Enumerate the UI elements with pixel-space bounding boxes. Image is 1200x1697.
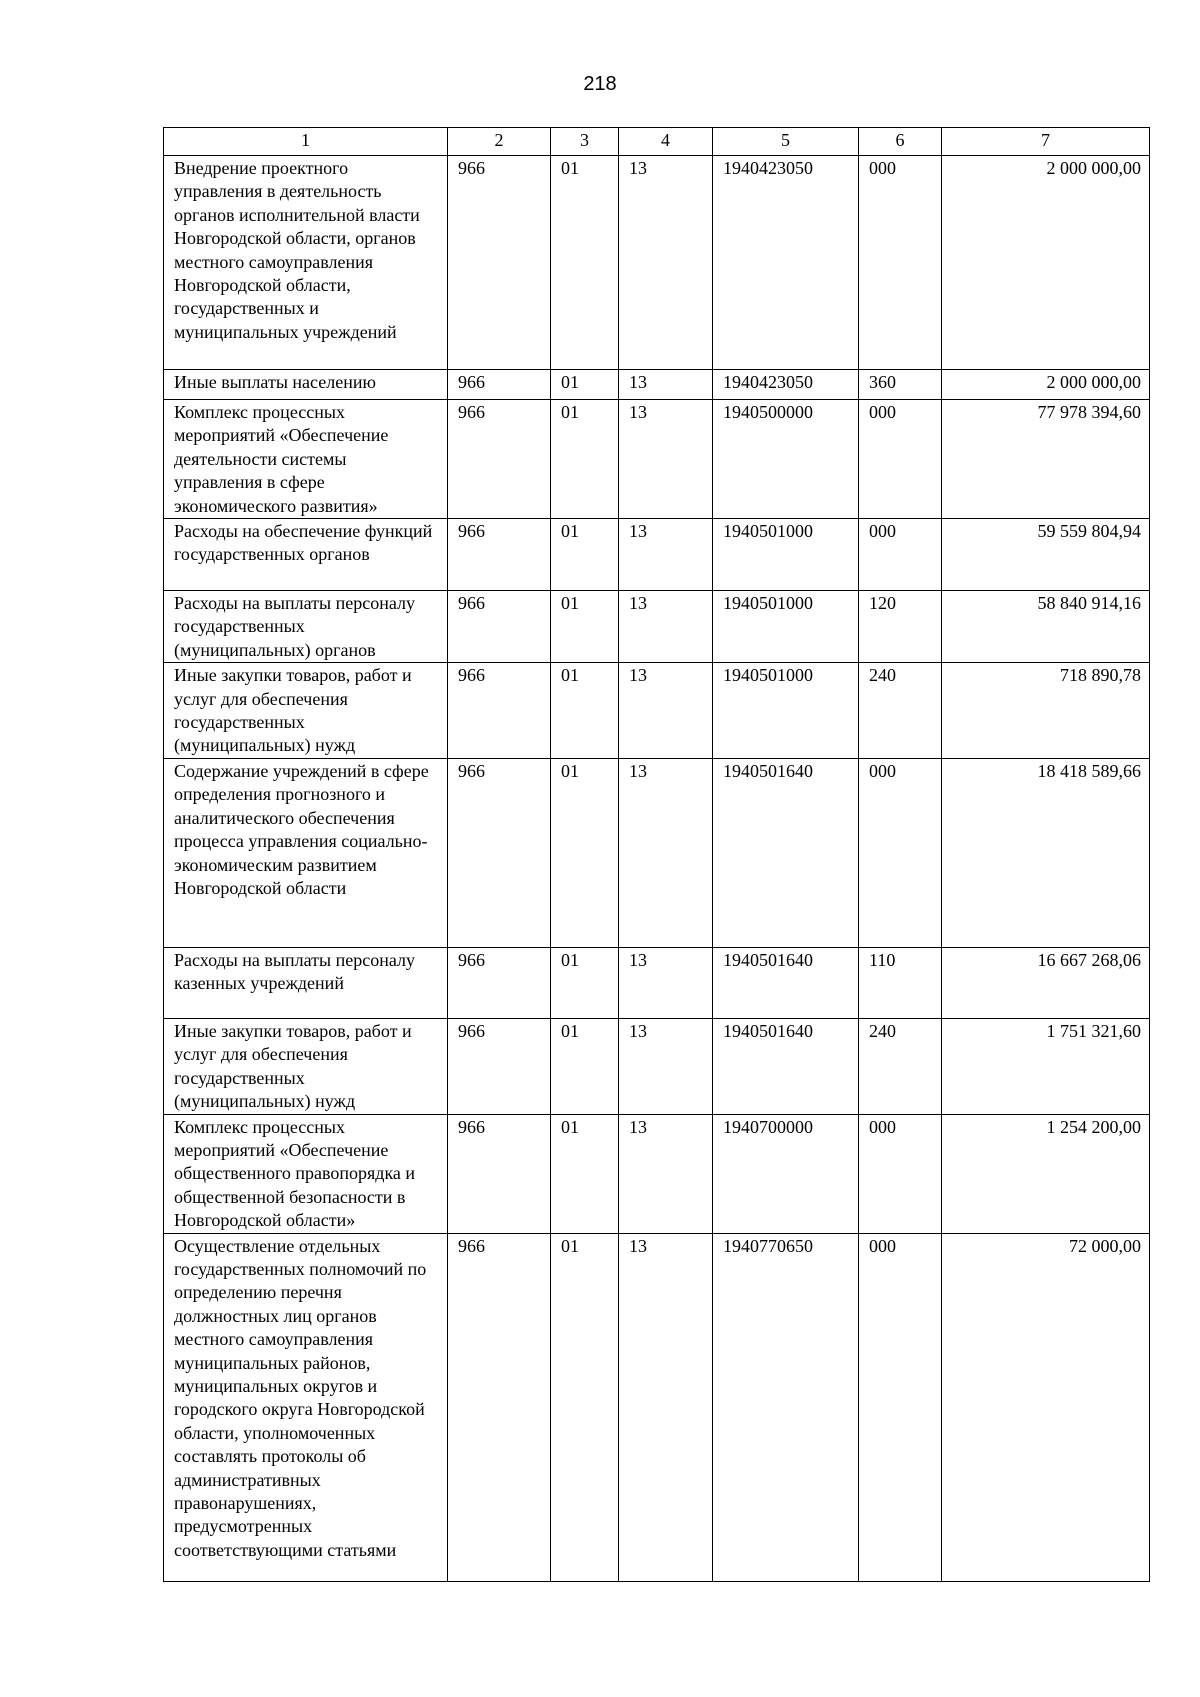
row-sum: 72 000,00 xyxy=(942,1233,1150,1581)
row-pr: 13 xyxy=(619,591,713,663)
row-csr: 1940423050 xyxy=(713,156,859,370)
row-sum: 2 000 000,00 xyxy=(942,370,1150,400)
row-name: Иные закупки товаров, работ и услуг для обеспечения государственных (муниципальных) нужд xyxy=(164,663,448,759)
row-name: Иные закупки товаров, работ и услуг для обеспечения государственных (муниципальных) нужд xyxy=(164,1018,448,1114)
row-pr: 13 xyxy=(619,947,713,1018)
row-rz: 01 xyxy=(551,519,619,591)
table-row xyxy=(164,663,1150,759)
row-ved: 966 xyxy=(448,947,551,1018)
row-pr: 13 xyxy=(619,156,713,370)
row-rz: 01 xyxy=(551,370,619,400)
row-name: Комплекс процессных мероприятий «Обеспечение общественного правопорядка и общественной безопасности в Новгородской области» xyxy=(164,1114,448,1233)
row-vr: 240 xyxy=(859,663,942,759)
row-sum: 1 751 321,60 xyxy=(942,1018,1150,1114)
row-sum: 77 978 394,60 xyxy=(942,400,1150,519)
row-name: Иные выплаты населению xyxy=(164,370,448,400)
row-sum: 2 000 000,00 xyxy=(942,156,1150,370)
row-pr: 13 xyxy=(619,1018,713,1114)
header-col-3: 3 xyxy=(551,128,619,156)
table-row xyxy=(164,1114,1150,1233)
row-rz: 01 xyxy=(551,1233,619,1581)
row-vr: 000 xyxy=(859,400,942,519)
table-row xyxy=(164,947,1150,1018)
row-ved: 966 xyxy=(448,156,551,370)
page-number: 218 xyxy=(583,73,617,95)
row-vr: 000 xyxy=(859,1114,942,1233)
row-name: Внедрение проектного управления в деятельность органов исполнительной власти Новгородской области, органов местного самоуправления Новгородской области, государственных и муниципальных учреждений xyxy=(164,156,448,370)
row-ved: 966 xyxy=(448,400,551,519)
row-csr: 1940501640 xyxy=(713,947,859,1018)
row-pr: 13 xyxy=(619,758,713,947)
row-sum: 59 559 804,94 xyxy=(942,519,1150,591)
row-csr: 1940501000 xyxy=(713,591,859,663)
row-rz: 01 xyxy=(551,947,619,1018)
row-csr: 1940501000 xyxy=(713,519,859,591)
header-col-6: 6 xyxy=(859,128,942,156)
table-row xyxy=(164,400,1150,519)
row-csr: 1940501640 xyxy=(713,1018,859,1114)
table-row xyxy=(164,519,1150,591)
row-pr: 13 xyxy=(619,400,713,519)
row-name: Расходы на выплаты персоналу государственных (муниципальных) органов xyxy=(164,591,448,663)
row-sum: 1 254 200,00 xyxy=(942,1114,1150,1233)
row-ved: 966 xyxy=(448,370,551,400)
header-col-5: 5 xyxy=(713,128,859,156)
row-csr: 1940501000 xyxy=(713,663,859,759)
row-pr: 13 xyxy=(619,1233,713,1581)
row-pr: 13 xyxy=(619,663,713,759)
row-csr: 1940700000 xyxy=(713,1114,859,1233)
row-vr: 000 xyxy=(859,519,942,591)
row-rz: 01 xyxy=(551,1114,619,1233)
row-csr: 1940501640 xyxy=(713,758,859,947)
row-vr: 000 xyxy=(859,156,942,370)
row-vr: 120 xyxy=(859,591,942,663)
row-name: Осуществление отдельных государственных полномочий по определению перечня должностных лиц органов местного самоуправления муниципальных районов, муниципальных округов и городского округа Новгородской области, уполномоченных составлять протоколы об административных правонарушениях, предусмотренных соответствующими статьями xyxy=(164,1233,448,1581)
table-row xyxy=(164,1233,1150,1581)
row-pr: 13 xyxy=(619,370,713,400)
row-sum: 718 890,78 xyxy=(942,663,1150,759)
row-csr: 1940770650 xyxy=(713,1233,859,1581)
table-row xyxy=(164,591,1150,663)
header-col-1: 1 xyxy=(164,128,448,156)
row-csr: 1940423050 xyxy=(713,370,859,400)
header-col-4: 4 xyxy=(619,128,713,156)
row-rz: 01 xyxy=(551,400,619,519)
table-row xyxy=(164,758,1150,947)
table-row xyxy=(164,156,1150,370)
row-vr: 110 xyxy=(859,947,942,1018)
row-vr: 360 xyxy=(859,370,942,400)
row-ved: 966 xyxy=(448,1233,551,1581)
row-ved: 966 xyxy=(448,1018,551,1114)
row-ved: 966 xyxy=(448,1114,551,1233)
row-ved: 966 xyxy=(448,758,551,947)
row-name: Содержание учреждений в сфере определения прогнозного и аналитического обеспечения процесса управления социально-экономическим развитием Новгородской области xyxy=(164,758,448,947)
row-vr: 240 xyxy=(859,1018,942,1114)
row-name: Комплекс процессных мероприятий «Обеспечение деятельности системы управления в сфере экономического развития» xyxy=(164,400,448,519)
budget-table xyxy=(163,127,1150,1582)
table-row xyxy=(164,370,1150,400)
header-row xyxy=(164,128,1150,156)
row-rz: 01 xyxy=(551,156,619,370)
row-rz: 01 xyxy=(551,758,619,947)
header-col-7: 7 xyxy=(942,128,1150,156)
row-vr: 000 xyxy=(859,1233,942,1581)
row-pr: 13 xyxy=(619,1114,713,1233)
header-col-2: 2 xyxy=(448,128,551,156)
row-ved: 966 xyxy=(448,519,551,591)
row-rz: 01 xyxy=(551,1018,619,1114)
row-name: Расходы на обеспечение функций государственных органов xyxy=(164,519,448,591)
row-pr: 13 xyxy=(619,519,713,591)
row-ved: 966 xyxy=(448,663,551,759)
table-row xyxy=(164,1018,1150,1114)
row-sum: 58 840 914,16 xyxy=(942,591,1150,663)
row-ved: 966 xyxy=(448,591,551,663)
row-rz: 01 xyxy=(551,663,619,759)
row-sum: 18 418 589,66 xyxy=(942,758,1150,947)
row-vr: 000 xyxy=(859,758,942,947)
row-name: Расходы на выплаты персоналу казенных учреждений xyxy=(164,947,448,1018)
row-sum: 16 667 268,06 xyxy=(942,947,1150,1018)
row-rz: 01 xyxy=(551,591,619,663)
row-csr: 1940500000 xyxy=(713,400,859,519)
